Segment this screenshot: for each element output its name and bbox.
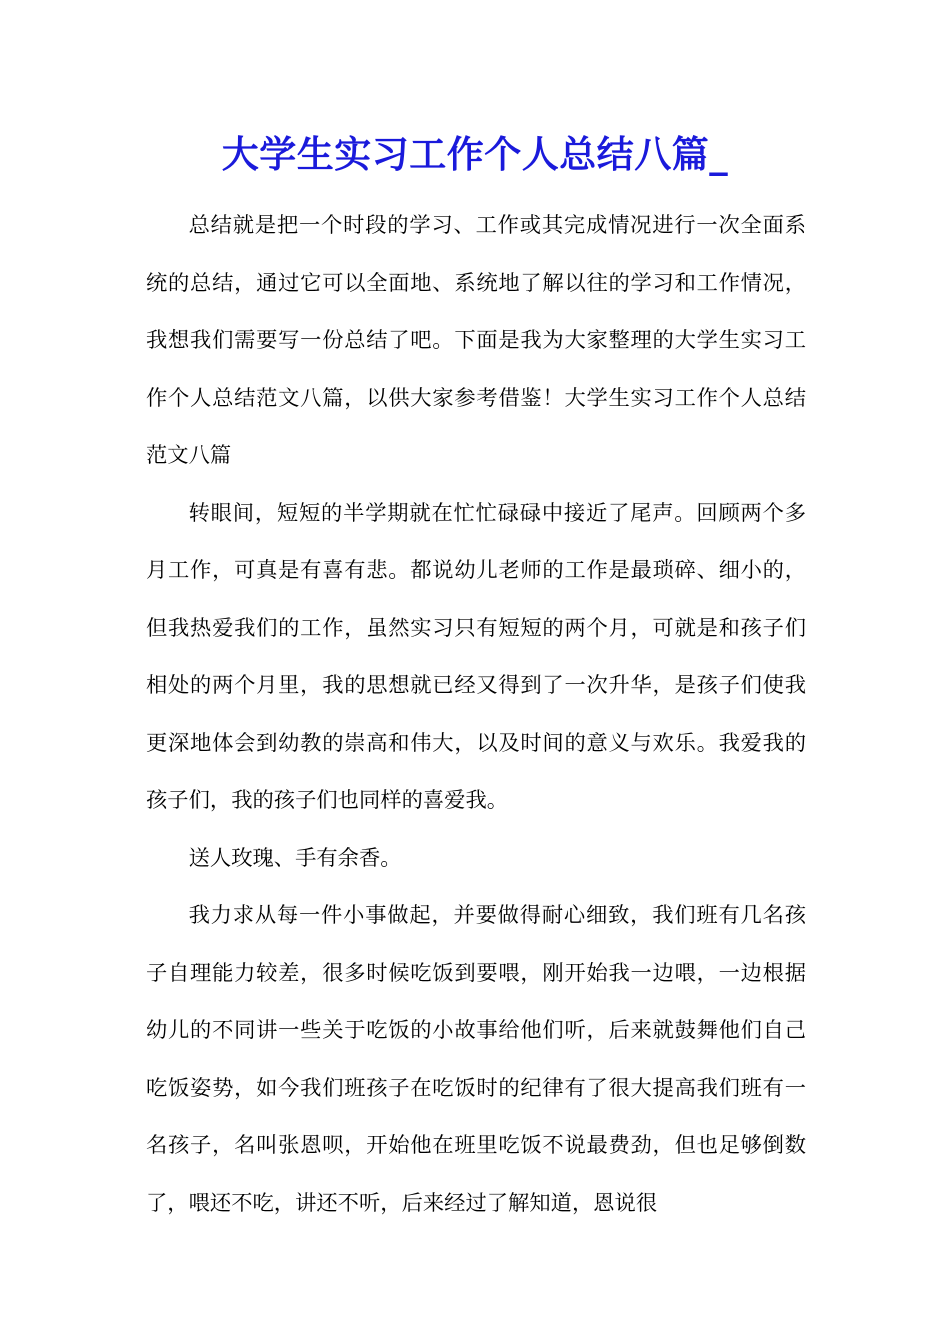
paragraph-reflection: 转眼间，短短的半学期就在忙忙碌碌中接近了尾声。回顾两个多月工作，可真是有喜有悲。都说幼儿老师的工作是最琐碎、细小的，但我热爱我们的工作，虽然实习只有短短的两个月，可就是和孩子们相处的两个月里，我的思想就已经又得到了一次升华，是孩子们使我更深地体会到幼教的崇高和伟大，以及时间的意义与欢乐。我爱我的孩子们，我的孩子们也同样的喜爱我。 xyxy=(146,500,806,813)
paragraph-proverb: 送人玫瑰、手有余香。 xyxy=(188,845,402,871)
document-body xyxy=(146,197,806,1232)
paragraph-details: 我力求从每一件小事做起，并要做得耐心细致，我们班有几名孩子自理能力较差，很多时候吃饭到要喂，刚开始我一边喂，一边根据幼儿的不同讲一些关于吃饭的小故事给他们听，后来就鼓舞他们自己吃饭姿势，如今我们班孩子在吃饭时的纪律有了很大提高我们班有一名孩子，名叫张恩呗，开始他在班里吃饭不说最费劲，但也足够倒数了，喂还不吃，讲还不听，后来经过了解知道，恩说很 xyxy=(146,903,806,1216)
document-title: 大学生实习工作个人总结八篇_ xyxy=(221,132,729,176)
paragraph-intro: 总结就是把一个时段的学习、工作或其完成情况进行一次全面系统的总结，通过它可以全面地、系统地了解以往的学习和工作情况，我想我们需要写一份总结了吧。下面是我为大家整理的大学生实习工作个人总结范文八篇，以供大家参考借鉴！大学生实习工作个人总结范文八篇 xyxy=(146,213,806,468)
